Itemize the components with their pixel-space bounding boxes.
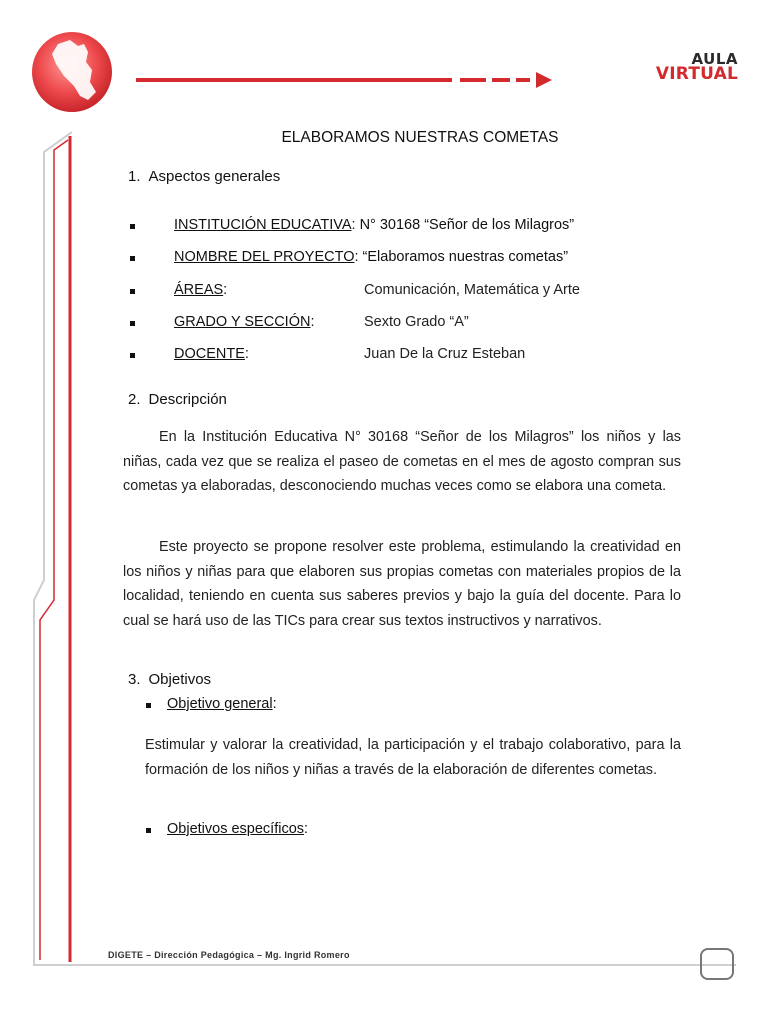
section-title: Objetivos <box>148 671 212 688</box>
bullet-icon <box>130 256 135 261</box>
bullet-icon <box>146 703 151 708</box>
item-value: Comunicación, Matemática y Arte <box>364 282 580 298</box>
item-value: Sexto Grado “A” <box>364 314 469 330</box>
item-value: N° 30168 “Señor de los Milagros” <box>359 217 575 233</box>
page-number-box <box>700 948 734 980</box>
item-value: “Elaboramos nuestras cometas” <box>362 249 569 265</box>
bullet-icon <box>146 828 151 833</box>
item-separator: : <box>272 696 277 712</box>
logo-line-aula: AULA <box>691 50 738 68</box>
logo-line-virtual: VIRTUAL <box>655 64 738 85</box>
item-label: NOMBRE DEL PROYECTO <box>174 249 355 265</box>
section-title: Descripción <box>148 391 227 408</box>
description-paragraph-2: Este proyecto se propone resolver este problema, estimulando la creatividad en los niños y niñas para que elaboren sus propias cometas con materiales propios de la localidad, teniendo en cuenta sus saberes previos y bajo la guía del docente. Para lo cual se hará uso de las TICs para crear sus textos instructivos y narrativos. <box>123 539 681 629</box>
item-separator: : <box>304 821 309 837</box>
item-separator: : <box>310 314 315 330</box>
section-number: 2. <box>128 391 141 408</box>
item-label: INSTITUCIÓN EDUCATIVA <box>174 217 352 233</box>
item-label: ÁREAS <box>174 282 224 298</box>
item-separator: : <box>244 346 249 362</box>
item-separator: : <box>354 249 359 265</box>
description-paragraph-1: En la Institución Educativa N° 30168 “Señor de los Milagros” los niños y las niñas, cada vez que se realiza el paseo de cometas en el mes de agosto compran sus cometas ya elaboradas, desconociendo muchas veces como se elabora una cometa. <box>123 429 681 494</box>
section-number: 3. <box>128 671 141 688</box>
bullet-icon <box>130 353 135 358</box>
bullet-icon <box>130 321 135 326</box>
section-heading-objetivos <box>128 671 211 688</box>
objetivos-especificos-label: Objetivos específicos <box>167 821 305 837</box>
item-separator: : <box>351 217 356 233</box>
section-title: Aspectos generales <box>148 168 281 185</box>
bullet-icon <box>130 289 135 294</box>
item-value: Juan De la Cruz Esteban <box>364 346 526 362</box>
bullet-icon <box>130 224 135 229</box>
objetivo-general-text: Estimular y valorar la creatividad, la participación y el trabajo colaborativo, para la formación de los niños y niñas a través de la elaboración de diferentes cometas. <box>145 737 681 778</box>
item-separator: : <box>223 282 228 298</box>
page-footer: DIGETE – Dirección Pedagógica – Mg. Ingrid Romero <box>108 950 350 960</box>
aula-virtual-logo <box>655 50 738 85</box>
peru-map-logo-icon <box>32 32 112 112</box>
objetivo-general-label: Objetivo general <box>167 696 273 712</box>
item-label: DOCENTE <box>174 346 245 362</box>
header-arrow-line <box>136 72 552 88</box>
section-heading-aspectos <box>128 168 280 185</box>
section-number: 1. <box>128 168 141 185</box>
item-label: GRADO Y SECCIÓN <box>174 314 311 330</box>
section-heading-descripcion <box>128 391 227 408</box>
document-title: ELABORAMOS NUESTRAS COMETAS <box>281 129 559 146</box>
